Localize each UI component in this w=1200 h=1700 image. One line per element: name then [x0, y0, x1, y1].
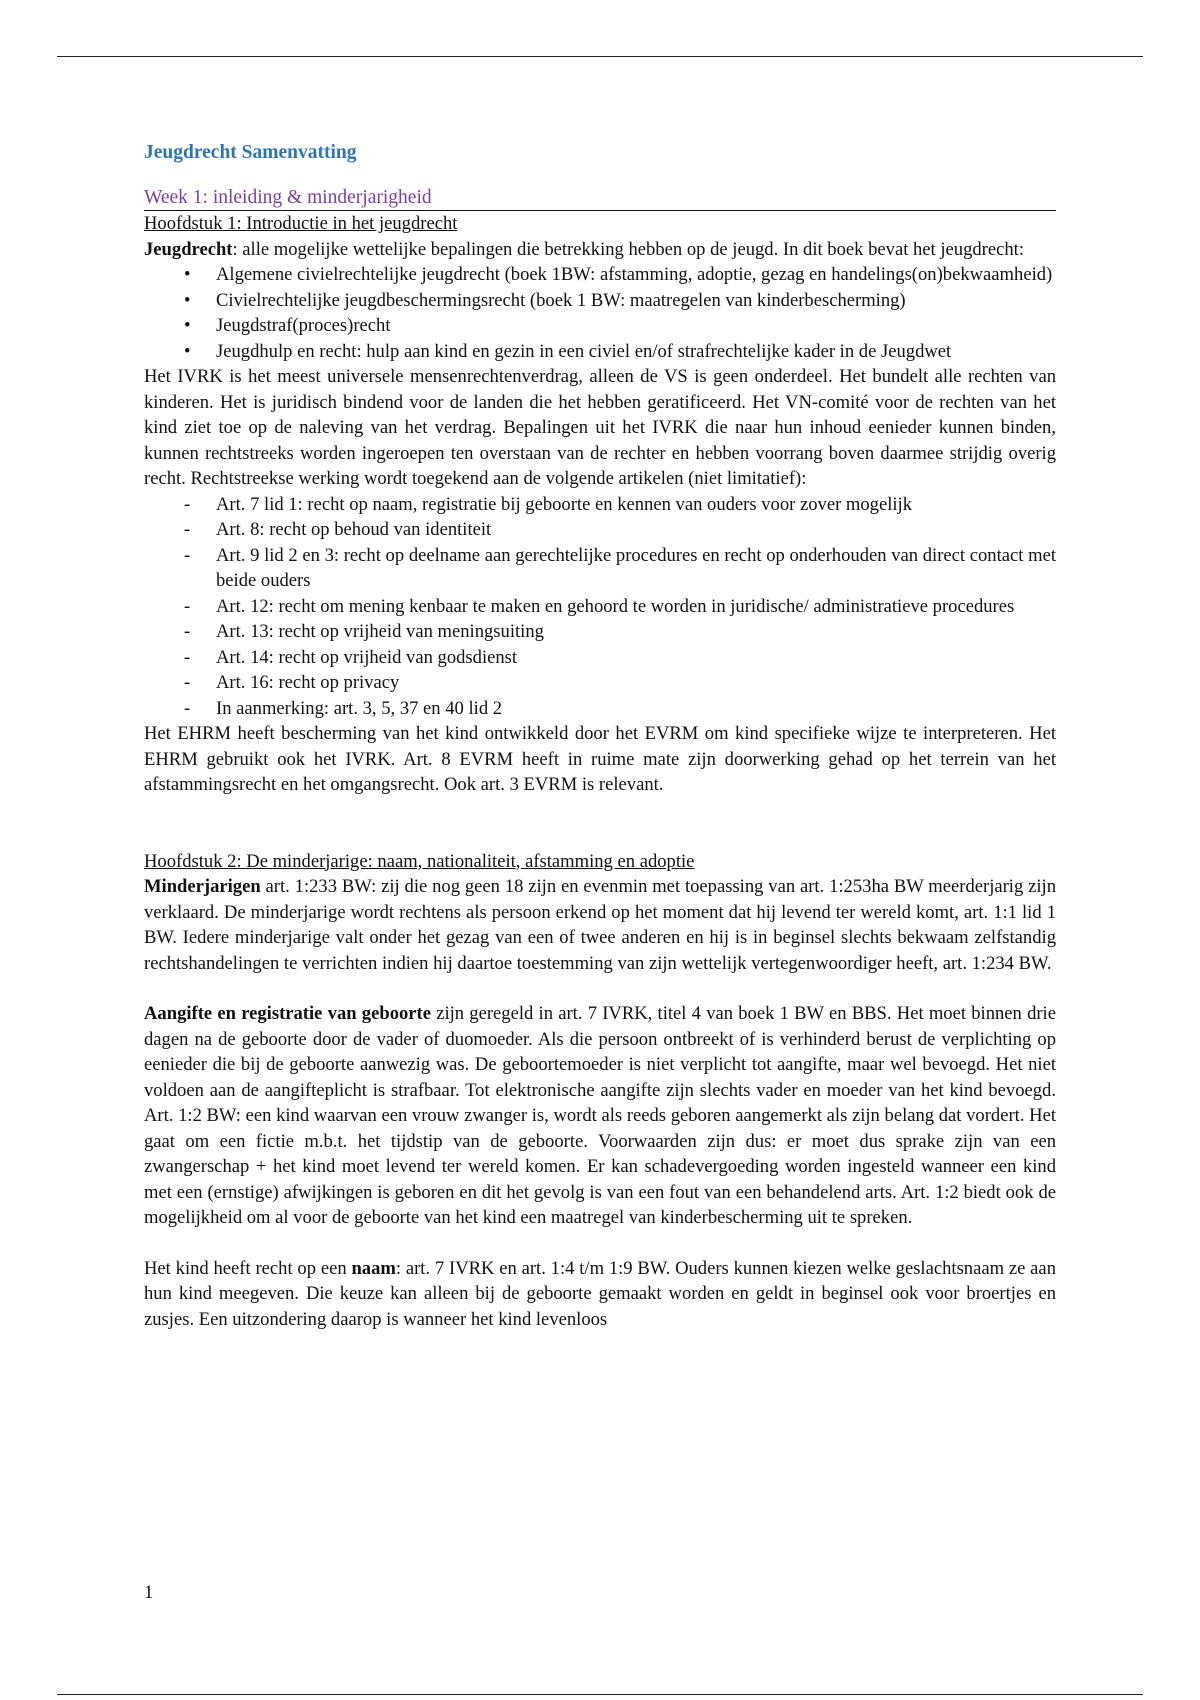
- list-item: - Art. 13: recht op vrijheid van meningsuiting: [144, 619, 1056, 645]
- list-item: • Civielrechtelijke jeugdbeschermingsrecht (boek 1 BW: maatregelen van kinderbescherming): [144, 288, 1056, 314]
- page-number: 1: [144, 1582, 154, 1603]
- list-item: • Algemene civielrechtelijke jeugdrecht (boek 1BW: afstamming, adoptie, gezag en handelings(on)bekwaamheid): [144, 262, 1056, 288]
- chapter-2-heading: Hoofdstuk 2: De minderjarige: naam, nationaliteit, afstamming en adoptie: [144, 850, 695, 872]
- footer-rule: [57, 1694, 1143, 1695]
- geboorte-term: Aangifte en registratie van geboorte: [144, 1003, 431, 1024]
- week-heading: Week 1: inleiding & minderjarigheid: [144, 186, 1056, 211]
- header-rule: [57, 56, 1143, 57]
- geboorte-text: zijn geregeld in art. 7 IVRK, titel 4 van boek 1 BW en BBS. Het moet binnen drie dagen na de geboorte door de vader of duomoeder. Als die persoon ontbreekt of is verhinderd berust de verplichting op eenieder die bij de geboorte aanwezig was. De geboortemoeder is niet verplicht tot aangifte, maar wel bevoegd. Het niet voldoen aan de aangifteplicht is strafbaar. Tot elektronische aangifte zijn slechts vader en moeder van het kind bevoegd. Art. 1:2 BW: een kind waarvan een vrouw zwanger is, wordt als reeds geboren aangemerkt als zijn belang dat vordert. Het gaat om een fictie m.b.t. het tijdstip van de geboorte. Voorwaarden zijn dus: er moet dus sprake zijn van een zwangerschap + het kind moet levend ter wereld komen. Er kan schadevergoeding worden ingesteld wanneer een kind met een (ernstige) afwijkingen is geboren en dit het gevolg is van een fout van een behandelend arts. Art. 1:2 biedt ook de mogelijkheid om al voor de geboorte van het kind een maatregel van kinderbescherming uit te spreken.: [144, 1003, 1056, 1228]
- minderjarigen-text: art. 1:233 BW: zij die nog geen 18 zijn en evenmin met toepassing van art. 1:253ha BW meerderjarig zijn verklaard. De minderjarige wordt rechtens als persoon erkend op het moment dat hij levend ter wereld komt, art. 1:1 lid 1 BW. Iedere minderjarige valt onder het gezag van een of twee anderen en hij is in beginsel slechts bekwaam zelfstandig rechtshandelingen te verrichten indien hij daartoe toestemming van zijn wettelijk vertegenwoordiger heeft, art. 1:234 BW.: [144, 876, 1056, 974]
- minderjarigen-paragraph: [144, 874, 1056, 976]
- naam-text: : art. 7 IVRK en art. 1:4 t/m 1:9 BW. Ouders kunnen kiezen welke geslachtsnaam ze aan hun kind meegeven. Die keuze kan alleen bij de geboorte gemaakt worden en geldt in beginsel ook voor broertjes en zusjes. Een uitzondering daarop is wanneer het kind levenloos: [144, 1257, 1056, 1330]
- jeugdrecht-bullet-list: [144, 262, 1056, 364]
- geboorte-paragraph: [144, 1001, 1056, 1231]
- ivrk-paragraph: Het IVRK is het meest universele mensenrechtenverdrag, alleen de VS is geen onderdeel. Het bundelt alle rechten van kinderen. Het is juridisch bindend voor de landen die het hebben geratificeerd. Het VN-comité voor de rechten van het kind ziet toe op de naleving van het verdrag. Bepalingen uit het IVRK die naar hun inhoud eenieder kunnen binden, kunnen rechtstreeks worden ingeroepen ten overstaan van de rechter en hebben voorrang boven daarmee strijdig overig recht. Rechtstreekse werking wordt toegekend aan de volgende artikelen (niet limitatief):: [144, 366, 1056, 489]
- document-body: [144, 140, 1056, 1332]
- jeugdrecht-term: Jeugdrecht: [144, 238, 233, 260]
- jeugdrecht-definition-text: : alle mogelijke wettelijke bepalingen die betrekking hebben op de jeugd. In dit boek bevat het jeugdrecht:: [232, 238, 1025, 260]
- naam-prefix: Het kind heeft recht op een: [144, 1257, 352, 1279]
- naam-term: naam: [351, 1257, 396, 1279]
- minderjarigen-term: Minderjarigen: [144, 876, 261, 897]
- document-title: Jeugdrecht Samenvatting: [144, 142, 357, 163]
- ehrm-paragraph: Het EHRM heeft bescherming van het kind ontwikkeld door het EVRM om kind specifieke wijze te interpreteren. Het EHRM gebruikt ook het IVRK. Art. 8 EVRM heeft in ruime mate zijn doorwerking gehad op het terrein van het afstammingsrecht en het omgangsrecht. Ook art. 3 EVRM is relevant.: [144, 723, 1056, 795]
- spacer: [144, 976, 1056, 1001]
- list-item: • Jeugdhulp en recht: hulp aan kind en gezin in een civiel en/of strafrechtelijke kader in de Jeugdwet: [144, 339, 1056, 365]
- naam-paragraph: [144, 1256, 1056, 1333]
- chapter-1-heading: Hoofdstuk 1: Introductie in het jeugdrecht: [144, 213, 458, 234]
- spacer: [144, 1231, 1056, 1256]
- list-item: • Jeugdstraf(proces)recht: [144, 313, 1056, 339]
- list-item: - In aanmerking: art. 3, 5, 37 en 40 lid 2: [144, 696, 1056, 722]
- list-item: - Art. 16: recht op privacy: [144, 670, 1056, 696]
- ivrk-article-list: [144, 492, 1056, 722]
- list-item: - Art. 12: recht om mening kenbaar te maken en gehoord te worden in juridische/ administratieve procedures: [144, 594, 1056, 620]
- list-item: - Art. 7 lid 1: recht op naam, registratie bij geboorte en kennen van ouders voor zover mogelijk: [144, 492, 1056, 518]
- list-item: - Art. 9 lid 2 en 3: recht op deelname aan gerechtelijke procedures en recht op onderhouden van direct contact met beide ouders: [144, 543, 1056, 594]
- jeugdrecht-definition: [144, 237, 1056, 263]
- spacer: [144, 798, 1056, 849]
- list-item: - Art. 14: recht op vrijheid van godsdienst: [144, 645, 1056, 671]
- list-item: - Art. 8: recht op behoud van identiteit: [144, 517, 1056, 543]
